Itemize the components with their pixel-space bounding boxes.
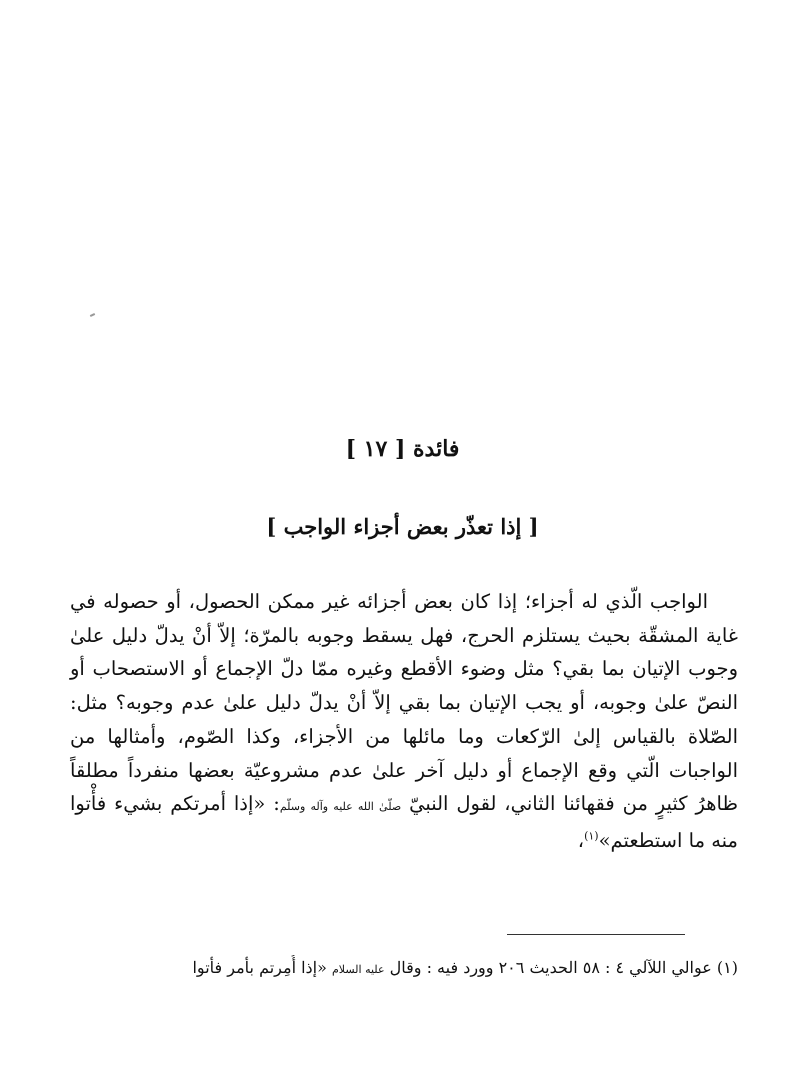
section-title: [ إذا تعذّر بعض أجزاء الواجب ]	[266, 514, 539, 539]
footnote-reference: (١)	[584, 829, 599, 843]
section-number-heading: فائدة [ ١٧ ]	[345, 436, 460, 462]
trailing-punctuation: ،	[577, 828, 585, 852]
footnote-divider	[507, 934, 685, 935]
paragraph-text: الواجب الّذي له أجزاء؛ إذا كان بعض أجزائه غير ممكن الحصول، أو حصوله في غاية المشقّة بحيث يستلزم الحرج، فهل يسقط وجوبه بالمرّة؛ إلاّ أنْ يدلّ دليل علىٰ وجوب الإتيان بما بقي؟ مثل وضوء الأقطع وغيره ممّا دلّ الإجماع أو الاستصحاب أو النصّ علىٰ وجوبه، أو يجب الإتيان بما بقي إلاّ أنْ يدلّ دليل علىٰ عدم وجوبه؟ مثل: الصّلاة بالقياس إلىٰ الرّكعات وما مائلها من الأجزاء، وكذا الصّوم، وأمثالها من الواجبات الّتي وقع الإجماع أو دليل آخر علىٰ عدم مشروعيّة بعضها منفرداً مطلقاً ظاهرُ كثيرٍ من فقهائنا الثاني، لقول النبيّ	[70, 590, 738, 816]
footnote-quote: «إذا أُمِرتم بأمر فأتوا	[192, 958, 327, 977]
footnote-citation: عوالي اللآلي ٤ : ٥٨ الحديث ٢٠٦ وورد فيه : وقال	[389, 958, 712, 977]
stray-mark	[90, 313, 95, 317]
footnote-number: (١)	[716, 958, 738, 977]
hadith-quote: : «إذا أمرتكم بشيء فأْتوا منه ما استطعتم»	[70, 792, 738, 852]
main-paragraph	[70, 585, 738, 858]
footnote-honorific: عليه السلام	[332, 963, 385, 976]
footnote	[70, 955, 738, 983]
blessing-formula: صلّىٰ الله عليه وآله وسلّم	[279, 800, 402, 814]
